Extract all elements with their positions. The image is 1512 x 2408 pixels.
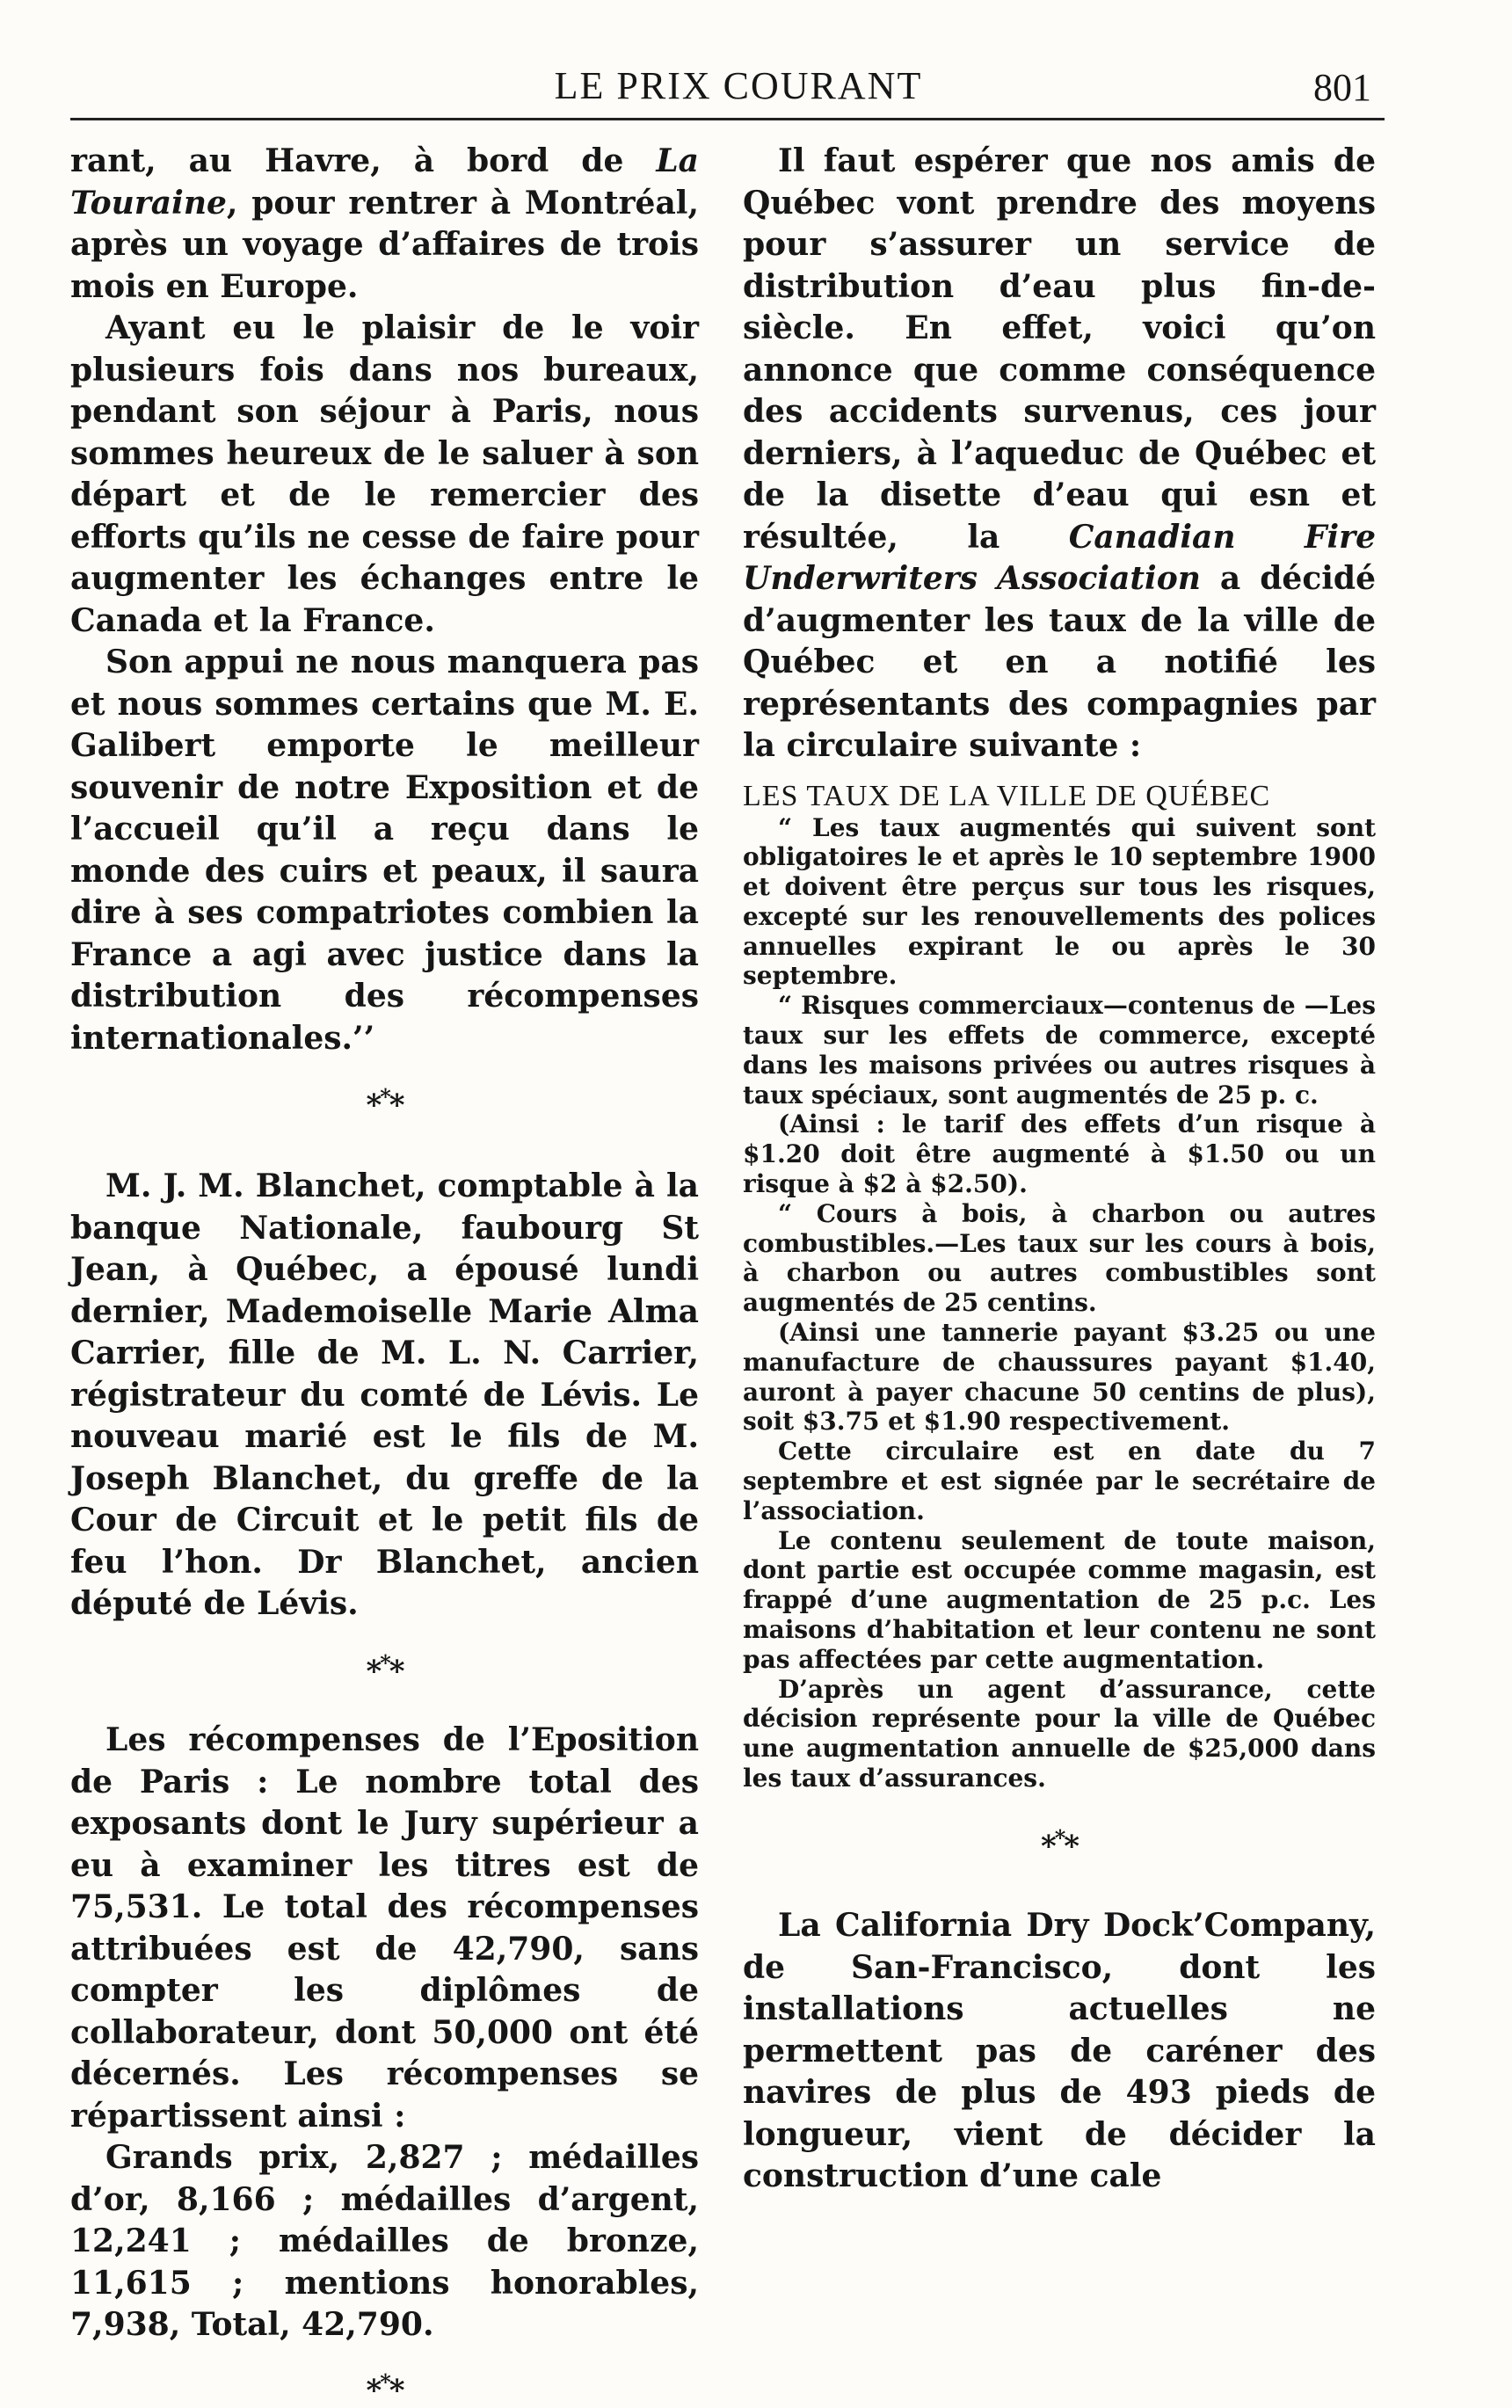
text-run: Il faut espérer que nos amis de Québec vont prendre des moyens pour s’assurer un service de distribution d’eau plus fin-de-siècle. En effet, voici qu’on annonce que comme conséquence des accidents survenus, ces jour derniers, à l’aqueduc de Québec et de la disette d’eau qui esn et résultée, la	[743, 142, 1376, 556]
ship-name: La Touraine	[70, 142, 699, 222]
insurance-agent-note: D’après un agent d’assurance, cette décision représente pour la ville de Québec une augmentation annuelle de $25,000 dans les taux d’assurances.	[743, 1674, 1376, 1793]
text-run: a décidé d’augmenter les taux de la ville de Québec et en a notifié les représentants des compagnies par la circulaire suivante :	[743, 560, 1377, 764]
paragraph-recompenses: Les récompenses de l’Eposition de Paris : Le nombre total des exposants dont le Jury supérieur a eu à examiner les titres est de 75,531. Le total des récompenses attribuées est de 42,790, sans compter les diplômes de collaborateur, dont 50,000 ont été décernés. Les récompenses se répartissent ainsi :	[70, 1721, 699, 2135]
running-title: LE PRIX COURANT	[554, 64, 923, 107]
paragraph-thanks: Ayant eu le plaisir de le voir plusieurs fois dans nos bureaux, pendant son séjour à Paris, nous sommes heureux de le saluer à son départ et de le remercier des efforts qu’ils ne cesse de faire pour augmenter les échanges entre le Canada et la France.	[70, 309, 699, 639]
circular-content-note: Le contenu seulement de toute maison, dont partie est occupée comme magasin, est frappé d’une augmentation de 25 p.c. Les maisons d’habitation et leur contenu ne sont pas affectées par cette augmentation.	[743, 1525, 1376, 1674]
section-title: LES TAUX DE LA VILLE DE QUÉBEC	[743, 779, 1271, 812]
section-separator: ***	[366, 1649, 403, 1690]
section-separator: ***	[1040, 1824, 1079, 1865]
circular-quote-2: “ Risques commerciaux—contenus de —Les taux sur les effets de commerce, excepté dans les maisons privées ou autres risques à taux spéciaux, sont augmentés de 25 p. c.	[743, 991, 1376, 1109]
paragraph-exposition: Son appui ne nous manquera pas et nous sommes certains que M. E. Galibert emporte le meilleur souvenir de notre Exposition et de l’accueil qu’il a reçu dans le monde des cuirs et peaux, il saura dire à ses compatriotes combien la France a agi avec justice dans la distribution des récompenses internationales.’’	[70, 644, 699, 1057]
circular-quote-3: (Ainsi : le tarif des effets d’un risque à $1.20 doit être augmenté à $1.50 ou un risque à $2 à $2.50).	[743, 1109, 1376, 1199]
left-column	[70, 141, 699, 2408]
paragraph-blanchet-wedding: M. J. M. Blanchet, comptable à la banque Nationale, faubourg St Jean, à Québec, a épousé lundi dernier, Mademoiselle Marie Alma Carrier, fille de M. L. N. Carrier, régistrateur du comté de Lévis. Le nouveau marié est le fils de M. Joseph Blanchet, du greffe de la Cour de Circuit et le petit fils de feu l’hon. Dr Blanchet, ancien député de Lévis.	[70, 1168, 699, 1623]
circular-quote-1: “ Les taux augmentés qui suivent sont obligatoires le et après le 10 septembre 1900 et doivent être perçus sur tous les risques, excepté sur les renouvellements des polices annuelles expirant le ou après le 30 septembre.	[743, 812, 1376, 991]
section-separator: ***	[366, 2368, 403, 2408]
circular-quote-5: (Ainsi une tannerie payant $3.25 ou une manufacture de chaussures payant $1.40, auront à payer chacune 50 centins de plus), soit $3.75 et $1.90 respectivement.	[743, 1318, 1376, 1437]
page-header	[97, 63, 1380, 125]
page-number: 801	[1313, 66, 1371, 109]
association-name: Canadian Fire Underwriters Association	[743, 518, 1377, 597]
paragraph-california-dry-dock: La California Dry Dock’Company, de San-Francisco, dont les installations actuelles ne permettent pas de caréner des navires de plus de 493 pieds de longueur, vient de décider la construction d’une cale	[743, 1907, 1376, 2195]
circular-quote-4: “ Cours à bois, à charbon ou autres combustibles.—Les taux sur les cours à bois, à charbon ou autres combustibles sont augmentés de 25 centins.	[743, 1198, 1376, 1318]
paragraph-recompenses-list: Grands prix, 2,827 ; médailles d’or, 8,166 ; médailles d’argent, 12,241 ; médailles de bronze, 11,615 ; mentions honorables, 7,938, Total, 42,790.	[70, 2139, 699, 2344]
right-column	[743, 141, 1376, 2198]
circular-note: Cette circulaire est en date du 7 septembre et est signée par le secrétaire de l’association.	[743, 1437, 1376, 1525]
text-run: rant, au Havre, à bord de	[70, 142, 657, 179]
paragraph-galibert-departure	[70, 141, 699, 308]
section-separator: ***	[366, 1084, 403, 1124]
paragraph-quebec-water	[743, 141, 1376, 768]
header-rule	[70, 118, 1385, 120]
text-run: , pour rentrer à Montréal, après un voyage d’affaires de trois mois en Europe.	[70, 184, 699, 305]
